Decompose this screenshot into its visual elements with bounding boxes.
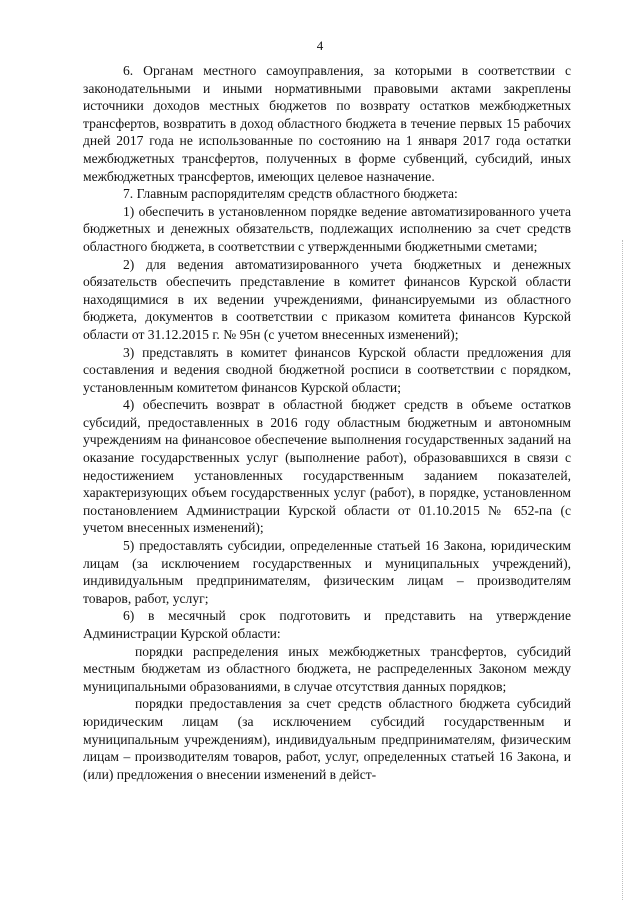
- paragraph-subitem-3: 3) представлять в комитет финансов Курской области предложения для составления и ведения сводной бюджетной росписи в соответствии с порядком, установленным комитетом финансов Курской области;: [83, 344, 571, 395]
- paragraph-subitem-2: 2) для ведения автоматизированного учета бюджетных и денежных обязательств обеспечить представление в комитет финансов Курской области находящимися в их ведении учреждениями, финансируемыми из областного бюджета, документов в соответствии с приказом комитета финансов Курской области от 31.12.2015 г. № 95н (с учетом внесенных изменений);: [83, 256, 571, 342]
- paragraph-subitem-6: 6) в месячный срок подготовить и представить на утверждение Администрации Курской области:: [83, 608, 571, 641]
- paragraph-subitem-5: 5) предоставлять субсидии, определенные статьей 16 Закона, юридическим лицам (за исключением государственных и муниципальных учреждений), индивидуальным предпринимателям, физическим лицам – производителям товаров, работ, услуг;: [83, 538, 571, 606]
- paragraph-procedures-distribution: порядки распределения иных межбюджетных трансфертов, субсидий местным бюджетам из областного бюджета, не распределенных Законом между муниципальными образованиями, в случае отсутствия данных порядков;: [83, 643, 571, 694]
- paragraph-item-7: 7. Главным распорядителям средств областного бюджета:: [123, 186, 458, 202]
- paragraph-procedures-provision: порядки предоставления за счет средств областного бюджета субсидий юридическим лицам (за исключением субсидий государственным и муниципальным учреждениям), индивидуальным предпринимателям, физическим лицам – производителям товаров, работ, услуг, определенных статьей 16 Закона, и (или) предложения о внесении изменений в дейст-: [83, 696, 571, 782]
- document-body: [83, 62, 571, 783]
- paragraph-item-6: 6. Органам местного самоуправления, за которыми в соответствии с законодательными и иными нормативными правовыми актами закреплены источники доходов местных бюджетов по возврату остатков межбюджетных трансфертов, возвратить в доход областного бюджета в течение первых 15 рабочих дней 2017 года не использованные по состоянию на 1 января 2017 года остатки межбюджетных трансфертов, полученных в форме субвенций, субсидий, иных межбюджетных трансфертов, имеющих целевое назначение.: [83, 63, 571, 184]
- page-number: 4: [316, 38, 324, 53]
- scan-edge-marks: [622, 240, 627, 900]
- paragraph-subitem-4: 4) обеспечить возврат в областной бюджет средств в объеме остатков субсидий, предоставленных в 2016 году областным бюджетным и автономным учреждениям на финансовое обеспечение выполнения государственных заданий на оказание государственных услуг (выполнение работ), образовавшихся в связи с недостижением установленных государственным заданием показателей, характеризующих объем государственных услуг (работ), в порядке, установленном постановлением Администрации Курской области от 01.10.2015 № 652-па (с учетом внесенных изменений);: [83, 397, 571, 536]
- paragraph-subitem-1: 1) обеспечить в установленном порядке ведение автоматизированного учета бюджетных и денежных обязательств, подлежащих исполнению за счет средств областного бюджета, в соответствии с утвержденными бюджетными сметами;: [83, 203, 571, 254]
